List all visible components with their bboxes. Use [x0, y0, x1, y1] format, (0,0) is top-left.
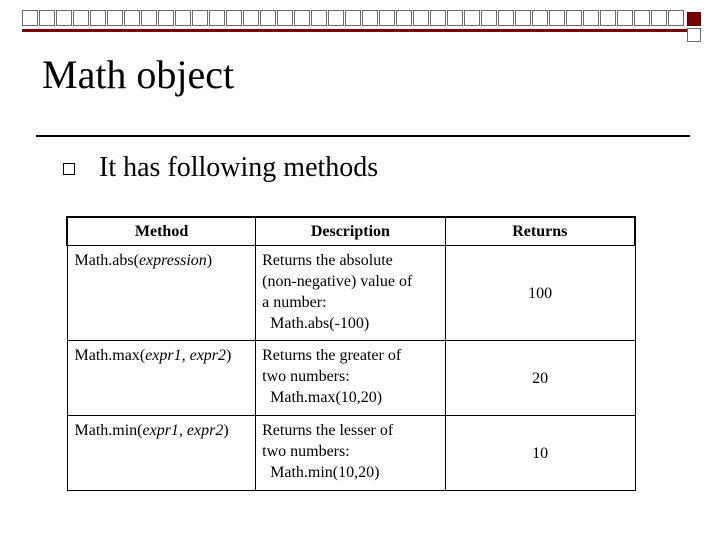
decor-square [464, 10, 480, 26]
description-cell [256, 341, 446, 416]
decor-square [226, 10, 242, 26]
decor-square [192, 10, 208, 26]
methods-table [66, 216, 636, 491]
decor-square [651, 10, 667, 26]
decor-square [294, 10, 310, 26]
description-line: (non-negative) value of [262, 273, 413, 290]
description-cell [256, 246, 446, 341]
method-name: Math.max( [74, 347, 146, 364]
method-suffix: ) [223, 422, 229, 439]
decor-square [600, 10, 616, 26]
description-cell [256, 416, 446, 491]
decor-square [345, 10, 361, 26]
method-name: Math.min( [74, 422, 143, 439]
method-suffix: ) [206, 252, 213, 269]
description-line: a number: [262, 294, 327, 311]
method-args: expr1, expr2 [142, 422, 224, 439]
decor-square [124, 10, 140, 26]
decor-square [532, 10, 548, 26]
decor-square [22, 10, 38, 26]
table-row [67, 416, 635, 491]
column-header-returns: Returns [445, 217, 635, 246]
decorative-square-bar [22, 10, 685, 26]
decor-square [73, 10, 89, 26]
decor-square [175, 10, 191, 26]
column-header-method: Method [67, 217, 256, 246]
title-divider [36, 135, 690, 137]
decor-square [328, 10, 344, 26]
decor-square [583, 10, 599, 26]
method-suffix: ) [226, 347, 232, 364]
decor-square [634, 10, 650, 26]
bullet-text: It has following methods [99, 152, 379, 183]
description-line: Returns the absolute [262, 252, 393, 269]
returns-cell: 10 [445, 416, 635, 491]
example-code: Math.min(10,20) [270, 464, 380, 481]
example-code: Math.abs(-100) [270, 315, 370, 332]
returns-cell: 20 [445, 341, 635, 416]
decor-square [617, 10, 633, 26]
column-header-description: Description [256, 217, 446, 246]
method-args: expression [138, 252, 207, 269]
decor-square-dark [687, 12, 701, 26]
description-line: two numbers: [262, 368, 350, 385]
decor-square [413, 10, 429, 26]
decor-square [498, 10, 514, 26]
decor-square [141, 10, 157, 26]
decor-square [311, 10, 327, 26]
description-line: two numbers: [262, 443, 350, 460]
decor-square [430, 10, 446, 26]
decor-square [481, 10, 497, 26]
decor-square [515, 10, 531, 26]
decor-square [107, 10, 123, 26]
decor-square [209, 10, 225, 26]
decor-square [566, 10, 582, 26]
decor-square [90, 10, 106, 26]
decor-square [396, 10, 412, 26]
decor-square [362, 10, 378, 26]
description-line: Returns the greater of [262, 347, 402, 364]
decor-square [39, 10, 55, 26]
decor-square [549, 10, 565, 26]
decor-square [668, 10, 684, 26]
table-header-row [67, 217, 635, 246]
decor-square [260, 10, 276, 26]
hollow-square-bullet-icon [63, 163, 75, 175]
decor-square [379, 10, 395, 26]
decor-square [277, 10, 293, 26]
decor-square [158, 10, 174, 26]
slide-title: Math object [42, 52, 235, 97]
example-code: Math.max(10,20) [270, 389, 383, 406]
decor-square [447, 10, 463, 26]
method-name: Math.abs( [74, 252, 139, 269]
decor-square [687, 28, 701, 42]
decor-square [56, 10, 72, 26]
decor-square [243, 10, 259, 26]
method-cell [67, 246, 256, 341]
accent-line [22, 29, 687, 32]
method-cell [67, 416, 256, 491]
method-args: expr1, expr2 [145, 347, 227, 364]
returns-cell: 100 [445, 246, 635, 341]
description-line: Returns the lesser of [262, 422, 394, 439]
table-row [67, 246, 635, 341]
table-row [67, 341, 635, 416]
method-cell [67, 341, 256, 416]
